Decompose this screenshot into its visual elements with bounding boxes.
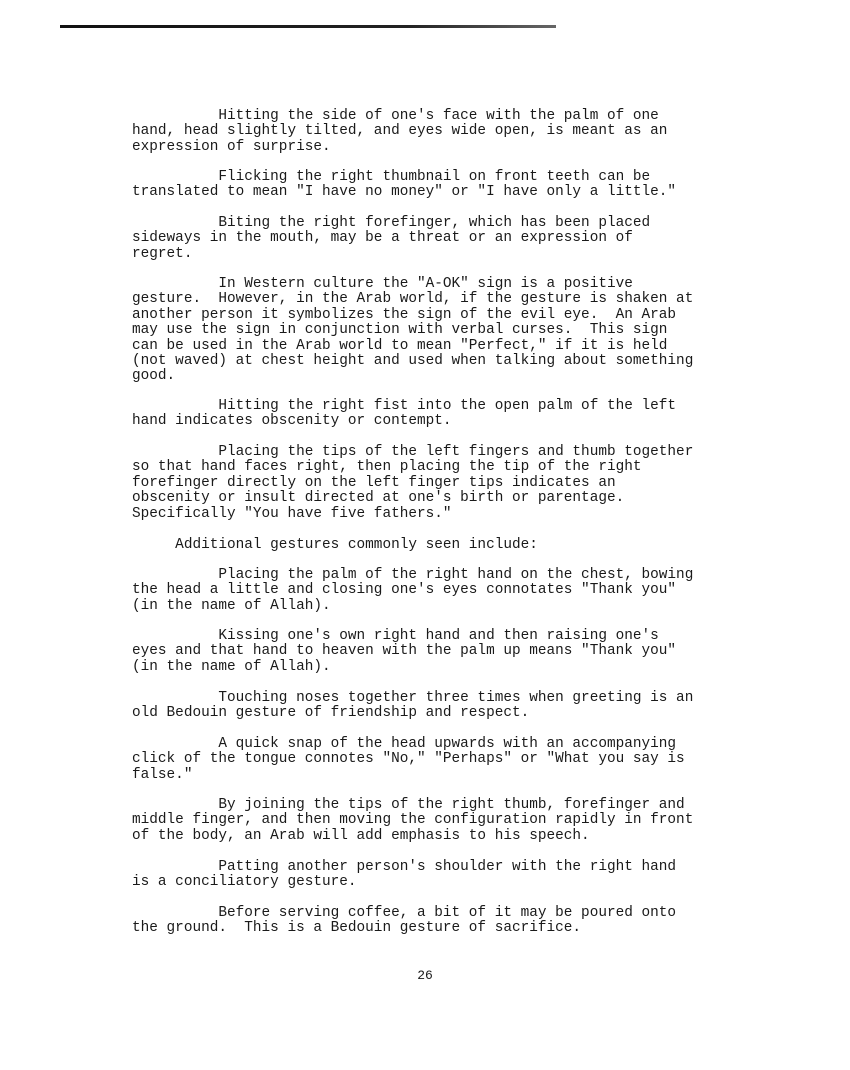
paragraph-palm-on-chest: Placing the palm of the right hand on the chest, bowing the head a little and closing one's eyes connotates "Thank you" (in the name of Allah). [132, 567, 694, 614]
paragraph-additional-heading: Additional gestures commonly seen include: [132, 537, 538, 553]
paragraph-head-snap: A quick snap of the head upwards with an accompanying click of the tongue connotes "No," "Perhaps" or "What you say is false." [132, 736, 685, 783]
paragraph-shoulder-pat: Patting another person's shoulder with the right hand is a conciliatory gesture. [132, 859, 677, 891]
paragraph-kiss-hand: Kissing one's own right hand and then raising one's eyes and that hand to heaven with the palm up means "Thank you" (in the name of Allah). [132, 628, 677, 675]
page-number: 26 [417, 968, 433, 983]
paragraph-coffee-pour: Before serving coffee, a bit of it may be poured onto the ground. This is a Bedouin gesture of sacrifice. [132, 905, 677, 937]
paragraph-fist-palm: Hitting the right fist into the open palm of the left hand indicates obscenity or contempt. [132, 398, 677, 430]
paragraph-thumbnail-flick: Flicking the right thumbnail on front teeth can be translated to mean "I have no money" or "I have only a little." [132, 169, 677, 201]
header-rule [60, 25, 556, 28]
paragraph-finger-bite: Biting the right forefinger, which has been placed sideways in the mouth, may be a threat or an expression of regret. [132, 215, 651, 262]
paragraph-touching-noses: Touching noses together three times when greeting is an old Bedouin gesture of friendship and respect. [132, 690, 694, 722]
paragraph-finger-tips: Placing the tips of the left fingers and thumb together so that hand faces right, then placing the tip of the right forefinger directly on the left finger tips indicates an obscenity or insult directed at one's birth or parentage. Specifically "You have five fathers." [132, 444, 694, 522]
paragraph-a-ok-sign: In Western culture the "A-OK" sign is a positive gesture. However, in the Arab world, if the gesture is shaken at another person it symbolizes the sign of the evil eye. An Arab may use the sign in conjunction with verbal curses. This sign can be used in the Arab world to mean "Perfect," if it is held (not waved) at chest height and used when talking about something good. [132, 276, 694, 385]
paragraph-face-slap: Hitting the side of one's face with the palm of one hand, head slightly tilted, and eyes wide open, is meant as an expression of surprise. [132, 108, 668, 155]
paragraph-joined-tips: By joining the tips of the right thumb, forefinger and middle finger, and then moving the configuration rapidly in front of the body, an Arab will add emphasis to his speech. [132, 797, 694, 844]
